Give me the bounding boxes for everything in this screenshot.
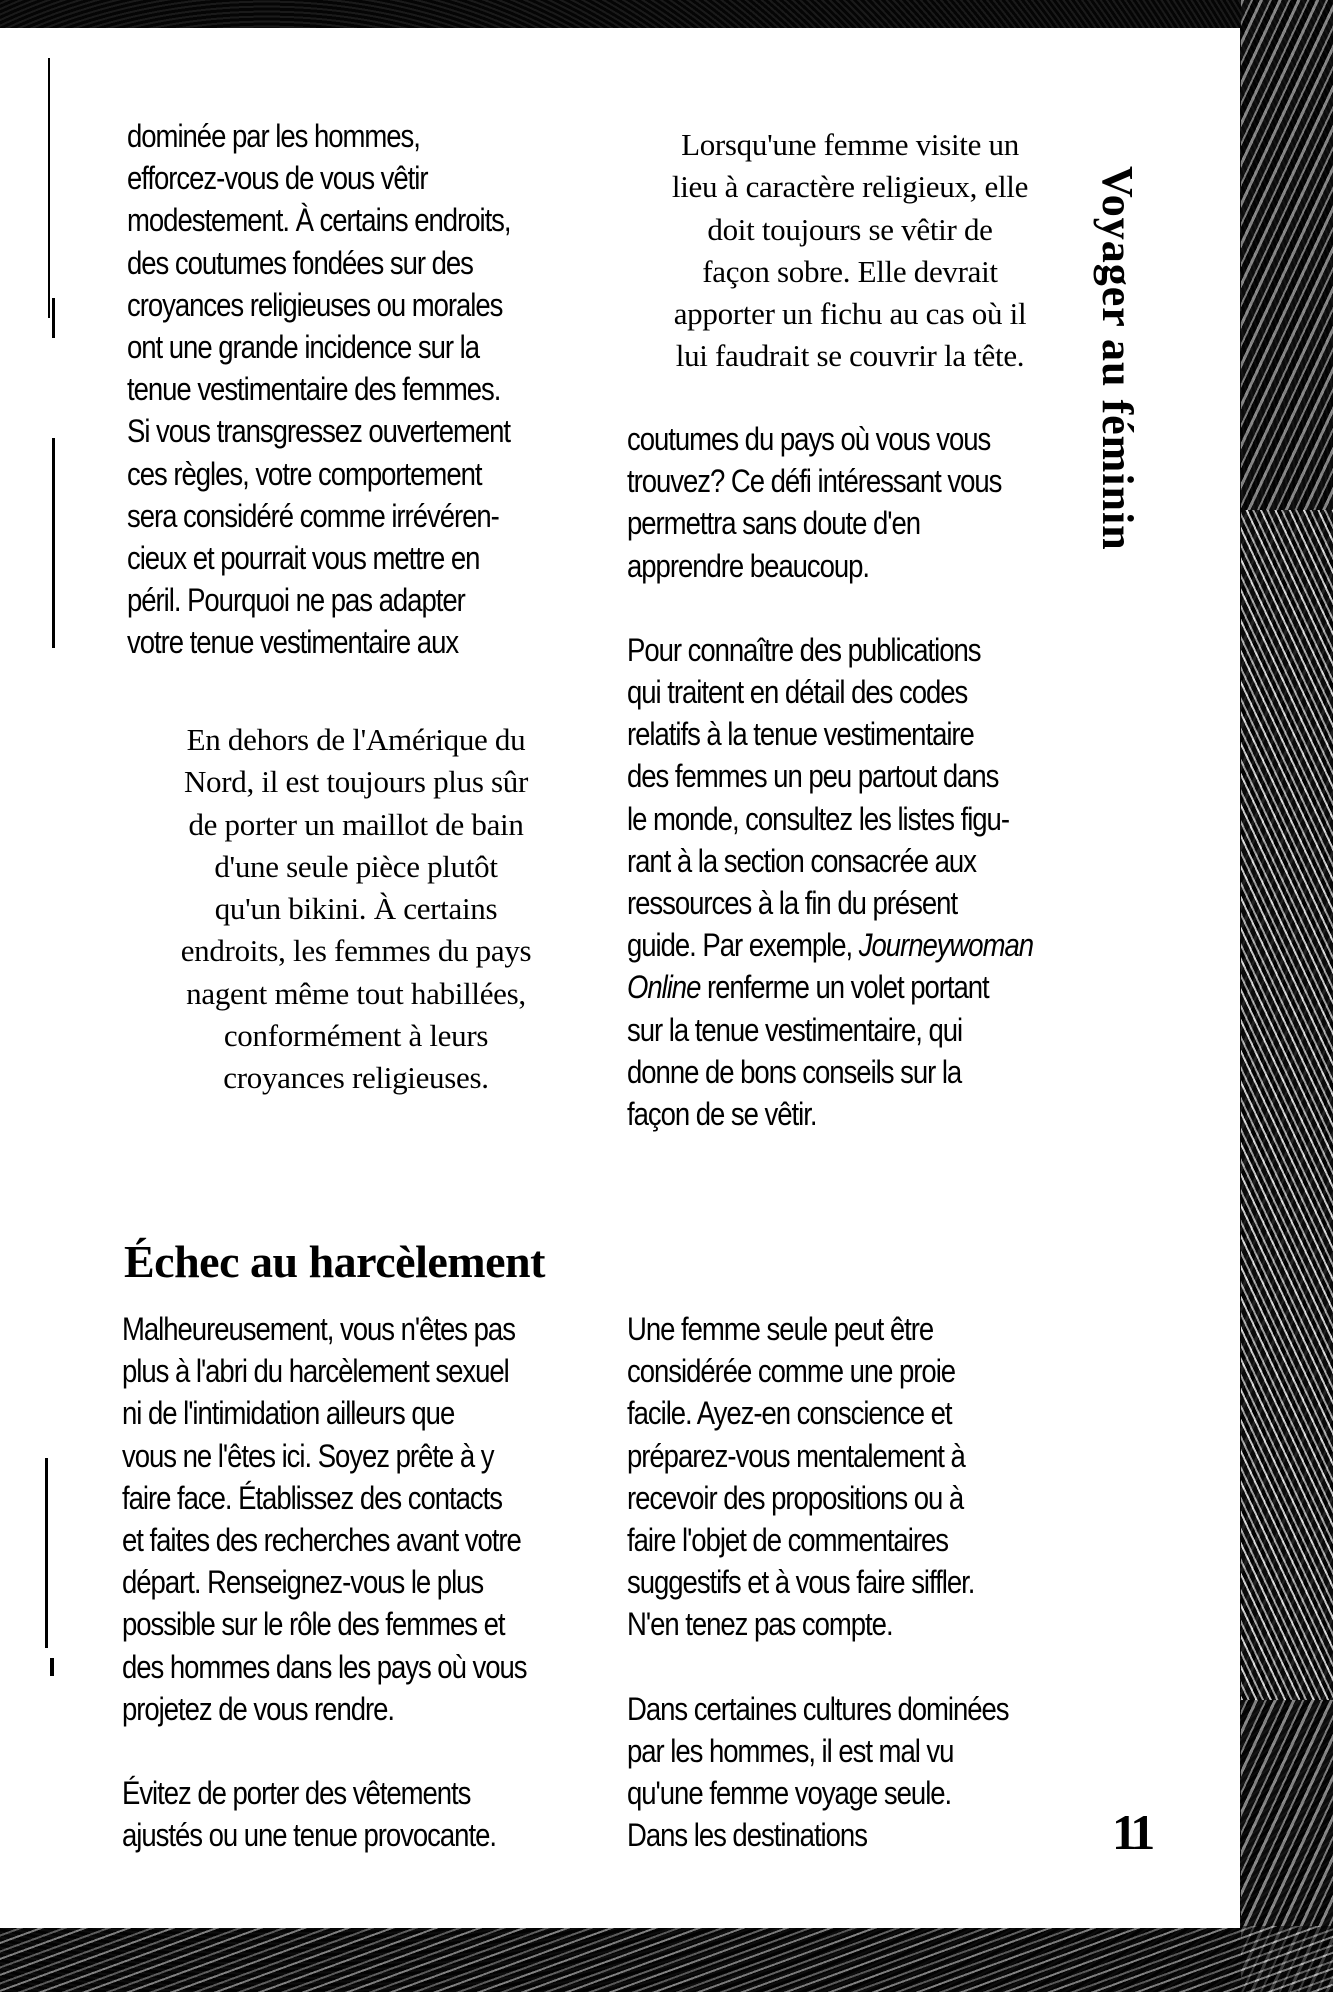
harassment-right-column	[627, 1308, 1048, 1856]
running-title: Voyager au féminin	[1093, 166, 1142, 551]
callout-religious-text: Lorsqu'une femme visite un lieu à caractère religieux, elle doit toujours se vêtir de façon sobre. Elle devrait apporter un fichu au cas où il lui faudrait se couvrir la tête.	[671, 127, 1029, 374]
callout-swimsuit	[136, 719, 576, 1100]
callout-swimsuit-text: En dehors de l'Amérique du Nord, il est toujours plus sûr de porter un maillot de bain d'une seule pièce plutôt qu'un bikini. À certains endroits, les femmes du pays nagent même tout habillées, conformément à leurs croyances religieuses.	[180, 722, 532, 1096]
scan-edge-right-texture	[1241, 510, 1333, 1700]
page-number: 11	[1112, 1804, 1152, 1860]
top-left-column	[127, 115, 548, 664]
harassment-left-paragraph-1: Malheureusement, vous n'êtes pas plus à l'abri du harcèlement sexuel ni de l'intimidation ailleurs que vous ne l'êtes ici. Soyez prête à y faire face. Établissez des contacts et faites des recherches avant votre départ. Renseignez-vous le plus possible sur le rôle des femmes et des hommes dans les pays où vous projetez de vous rendre.	[122, 1311, 527, 1727]
callout-religious	[630, 124, 1070, 378]
publications-text-end: renferme un volet portant sur la tenue vestimentaire, qui donne de bons conseils sur la façon de se vêtir.	[627, 969, 989, 1133]
harassment-right-paragraph-2: Dans certaines cultures dominées par les hommes, il est mal vu qu'une femme voyage seule. Dans les destinations	[627, 1690, 1009, 1854]
harassment-right-paragraph-1: Une femme seule peut être considérée comme une proie facile. Ayez-en conscience et préparez-vous mentalement à recevoir des propositions ou à faire l'objet de commentaires suggestifs et à vous faire siffler. N'en tenez pas compte.	[627, 1311, 975, 1643]
scan-edge-bottom	[0, 1926, 1333, 1992]
journeywoman-online-title: Journeywoman Online	[627, 927, 1034, 1006]
book-page	[0, 28, 1240, 1928]
section-heading: Échec au harcèlement	[124, 1236, 545, 1287]
top-right-column	[627, 418, 1048, 1135]
top-left-paragraph: dominée par les hommes, efforcez-vous de vous vêtir modestement. À certains endroits, des coutumes fondées sur des croyances religieuses ou morales ont une grande incidence sur la tenue vestimentaire des femmes. Si vous transgressez ouvertement ces règles, votre comportement sera considéré comme irrévéren- cieux et pourrait vous mettre en péril. Pourquoi ne pas adapter votre tenue vestimentaire aux	[127, 118, 511, 661]
publications-paragraph	[627, 629, 1048, 1135]
harassment-left-paragraph-2: Évitez de porter des vêtements ajustés ou une tenue provocante.	[122, 1775, 496, 1854]
harassment-left-column	[122, 1308, 543, 1856]
publications-text-start: Pour connaître des publications qui traitent en détail des codes relatifs à la tenue vestimentaire des femmes un peu partout dans le monde, consultez les listes figu- rant à la section consacrée aux ressources à la fin du présent guide. Par exemple,	[627, 631, 1009, 964]
top-right-paragraph: coutumes du pays où vous vous trouvez? Ce défi intéressant vous permettra sans doute d'en apprendre beaucoup.	[627, 421, 1002, 584]
